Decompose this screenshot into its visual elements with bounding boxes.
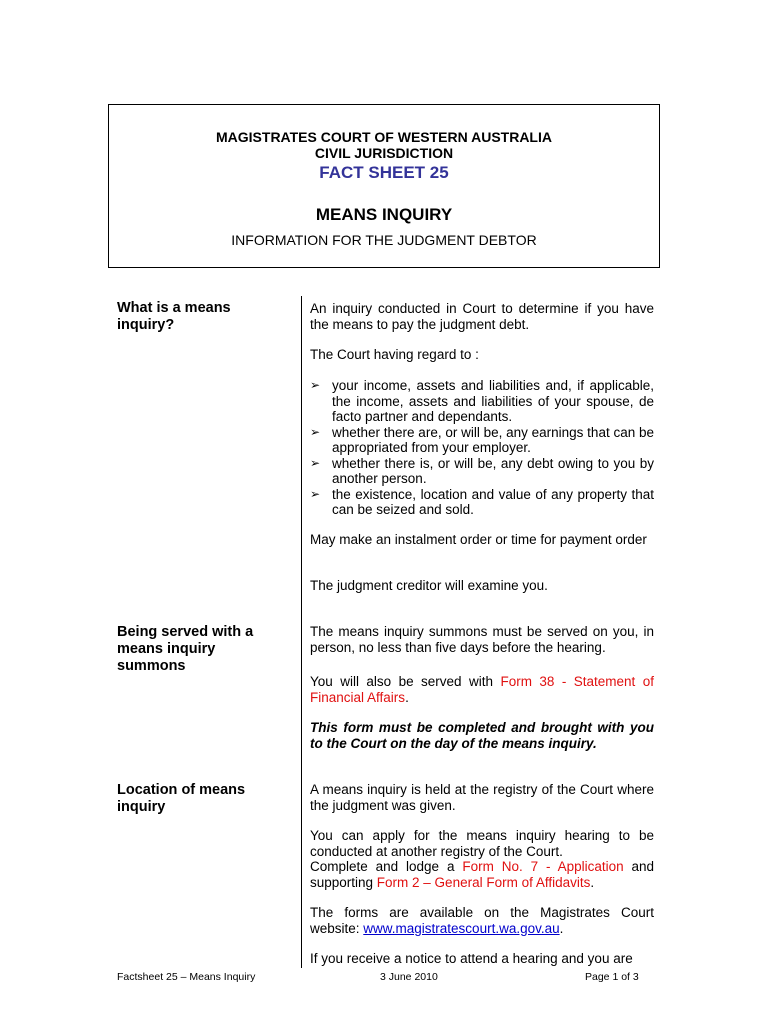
form-7-reference: Form No. 7 - Application bbox=[462, 859, 624, 874]
section-heading-what: What is a means inquiry? bbox=[117, 300, 231, 333]
court-name: MAGISTRATES COURT OF WESTERN AUSTRALIA bbox=[216, 129, 552, 145]
location-p4-end: . bbox=[559, 920, 564, 936]
column-divider bbox=[301, 296, 302, 968]
what-paragraph-1: An inquiry conducted in Court to determine if you have the means to pay the judgment debt. bbox=[310, 301, 654, 332]
bullet-text: the existence, location and value of any property that can be seized and sold. bbox=[332, 486, 654, 517]
location-p3-mid: and supporting bbox=[310, 859, 655, 890]
form-2-reference: Form 2 – General Form of Affidavits bbox=[376, 874, 591, 890]
section-heading-served: Being served with a means inquiry summons bbox=[117, 624, 254, 674]
what-paragraph-4: The judgment creditor will examine you. bbox=[310, 578, 548, 593]
document-title: MEANS INQUIRY bbox=[315, 205, 453, 224]
jurisdiction: CIVIL JURISDICTION bbox=[314, 145, 454, 161]
list-item bbox=[310, 378, 654, 425]
served-paragraph-1: The means inquiry summons must be served on you, in person, no less than five days before the hearing. bbox=[310, 624, 654, 655]
location-paragraph-5: If you receive a notice to attend a hearing and you are bbox=[310, 951, 633, 966]
location-p4-text: The forms are available on the Magistrates Court website: bbox=[310, 905, 654, 936]
location-p3-text: Complete and lodge a bbox=[310, 859, 463, 874]
served-paragraph-2 bbox=[310, 674, 654, 705]
header-box bbox=[108, 104, 660, 268]
arrow-bullet-icon: ➢ bbox=[310, 455, 321, 470]
arrow-bullet-icon: ➢ bbox=[310, 486, 321, 501]
what-paragraph-3: May make an instalment order or time for payment order bbox=[310, 532, 647, 547]
what-bullet-list bbox=[310, 378, 654, 518]
section-heading-location: Location of means inquiry bbox=[117, 782, 246, 815]
list-item bbox=[310, 487, 654, 518]
what-paragraph-2: The Court having regard to : bbox=[310, 347, 479, 362]
document-subtitle: INFORMATION FOR THE JUDGMENT DEBTOR bbox=[231, 232, 537, 248]
bullet-text: whether there are, or will be, any earnings that can be appropriated from your employer. bbox=[332, 424, 654, 455]
served-paragraph-3: This form must be completed and brought with you to the Court on the day of the means inquiry. bbox=[310, 720, 654, 751]
bullet-text: whether there is, or will be, any debt owing to you by another person. bbox=[332, 455, 654, 486]
footer-page-number: Page 1 of 3 bbox=[585, 971, 639, 983]
bullet-text: your income, assets and liabilities and, if applicable, the income, assets and liabilities of your spouse, de facto partner and dependants. bbox=[332, 378, 654, 424]
served-p2-end: . bbox=[405, 689, 409, 705]
list-item bbox=[310, 425, 654, 456]
location-p3-end: . bbox=[590, 874, 595, 890]
served-p2-text: You will also be served with bbox=[310, 674, 501, 689]
form-38-reference: Form 38 - Statement of Financial Affairs bbox=[310, 674, 654, 705]
location-paragraph-3 bbox=[310, 859, 654, 890]
location-paragraph-1: A means inquiry is held at the registry of the Court where the judgment was given. bbox=[310, 782, 654, 813]
list-item bbox=[310, 456, 654, 487]
footer-date: 3 June 2010 bbox=[380, 971, 438, 983]
location-paragraph-2: You can apply for the means inquiry hearing to be conducted at another registry of the Court. bbox=[310, 828, 654, 859]
fact-sheet-number: FACT SHEET 25 bbox=[319, 163, 449, 182]
arrow-bullet-icon: ➢ bbox=[310, 424, 321, 439]
website-link[interactable]: www.magistratescourt.wa.gov.au bbox=[363, 920, 560, 936]
arrow-bullet-icon: ➢ bbox=[310, 378, 321, 392]
footer-document-name: Factsheet 25 – Means Inquiry bbox=[117, 971, 256, 983]
location-paragraph-4 bbox=[310, 905, 654, 936]
